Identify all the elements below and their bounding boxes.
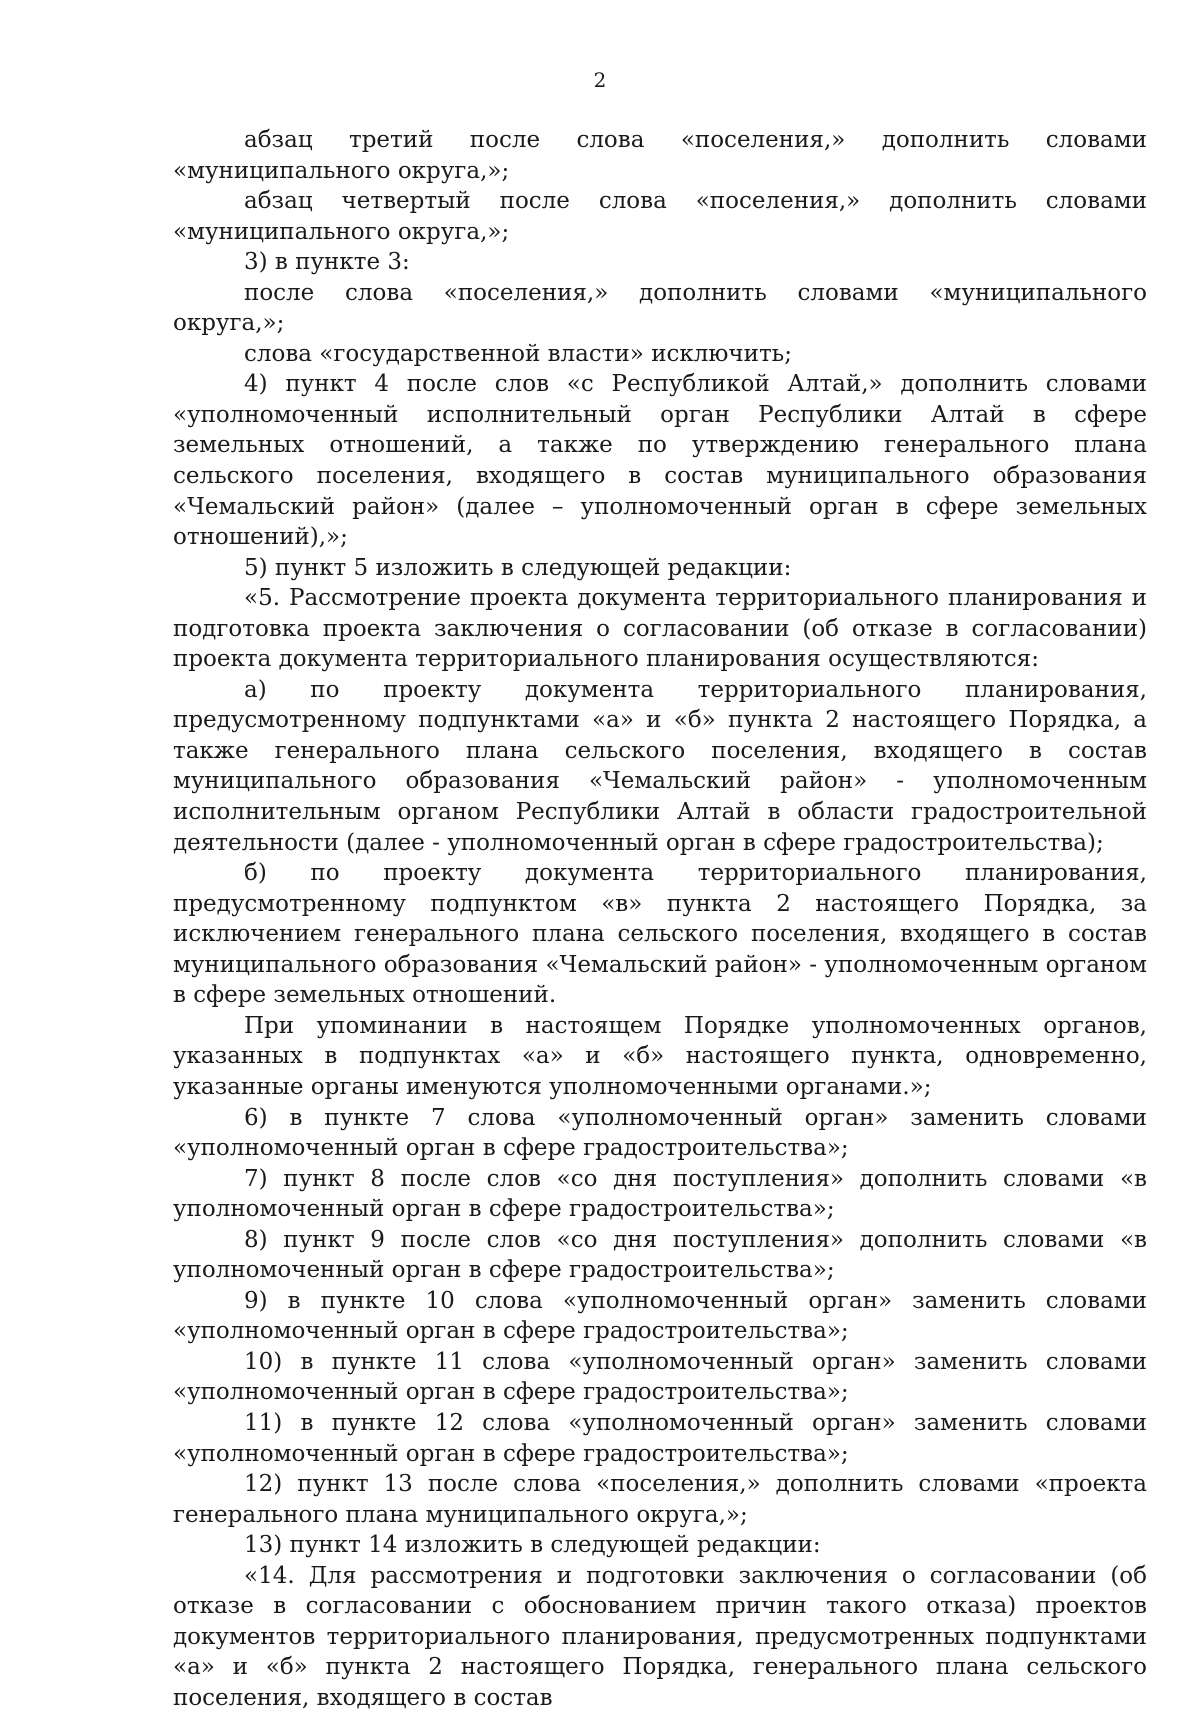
paragraph: 10) в пункте 11 слова «уполномоченный орган» заменить словами «уполномоченный орган в сфере градостроительства»; <box>173 1348 1147 1406</box>
page-number: 2 <box>593 68 607 92</box>
paragraph: 13) пункт 14 изложить в следующей редакции: <box>244 1532 821 1559</box>
paragraph: 3) в пункте 3: <box>244 249 410 276</box>
paragraph: после слова «поселения,» дополнить словами «муниципального округа,»; <box>173 279 1147 337</box>
paragraph: а) по проекту документа территориального планирования, предусмотренному подпунктами «а» и «б» пункта 2 настоящего Порядка, а также генерального плана сельского поселения, входящего в состав муниципального образования «Чемальский район» - уполномоченным исполнительным органом Республики Алтай в области градостроительной деятельности (далее - уполномоченный орган в сфере градостроительства); <box>173 676 1147 856</box>
paragraph: 9) в пункте 10 слова «уполномоченный орган» заменить словами «уполномоченный орган в сфере градостроительства»; <box>173 1287 1147 1345</box>
paragraph: слова «государственной власти» исключить; <box>244 340 792 367</box>
paragraph: 11) в пункте 12 слова «уполномоченный орган» заменить словами «уполномоченный орган в сфере градостроительства»; <box>173 1409 1147 1467</box>
paragraph: 8) пункт 9 после слов «со дня поступления» дополнить словами «в уполномоченный орган в сфере градостроительства»; <box>173 1226 1147 1284</box>
paragraph: 4) пункт 4 после слов «с Республикой Алтай,» дополнить словами «уполномоченный исполнительный орган Республики Алтай в сфере земельных отношений, а также по утверждению генерального плана сельского поселения, входящего в состав муниципального образования «Чемальский район» (далее – уполномоченный орган в сфере земельных отношений),»; <box>173 371 1147 551</box>
paragraph: абзац четвертый после слова «поселения,» дополнить словами «муниципального округа,»; <box>173 188 1147 245</box>
paragraph: 12) пункт 13 после слова «поселения,» дополнить словами «проекта генерального плана муниципального округа,»; <box>173 1471 1147 1528</box>
paragraph: 7) пункт 8 после слов «со дня поступления» дополнить словами «в уполномоченный орган в сфере градостроительства»; <box>173 1165 1147 1223</box>
paragraph: При упоминании в настоящем Порядке уполномоченных органов, указанных в подпунктах «а» и «б» настоящего пункта, одновременно, указанные органы именуются уполномоченными органами.»; <box>173 1012 1147 1100</box>
document-body <box>173 125 1147 1713</box>
paragraph: 6) в пункте 7 слова «уполномоченный орган» заменить словами «уполномоченный орган в сфере градостроительства»; <box>173 1104 1147 1162</box>
paragraph: 5) пункт 5 изложить в следующей редакции: <box>244 554 792 581</box>
paragraph: б) по проекту документа территориального планирования, предусмотренному подпунктом «в» пункта 2 настоящего Порядка, за исключением генерального плана сельского поселения, входящего в состав муниципального образования «Чемальский район» - уполномоченным органом в сфере земельных отношений. <box>173 860 1147 1009</box>
paragraph: «14. Для рассмотрения и подготовки заключения о согласовании (об отказе в согласовании с обоснованием причин такого отказа) проектов документов территориального планирования, предусмотренных подпунктами «а» и «б» пункта 2 настоящего Порядка, генерального плана сельского поселения, входящего в состав <box>173 1562 1147 1711</box>
paragraph: абзац третий после слова «поселения,» дополнить словами «муниципального округа,»; <box>173 127 1147 184</box>
paragraph: «5. Рассмотрение проекта документа территориального планирования и подготовка проекта заключения о согласовании (об отказе в согласовании) проекта документа территориального планирования осуществляются: <box>173 585 1147 673</box>
